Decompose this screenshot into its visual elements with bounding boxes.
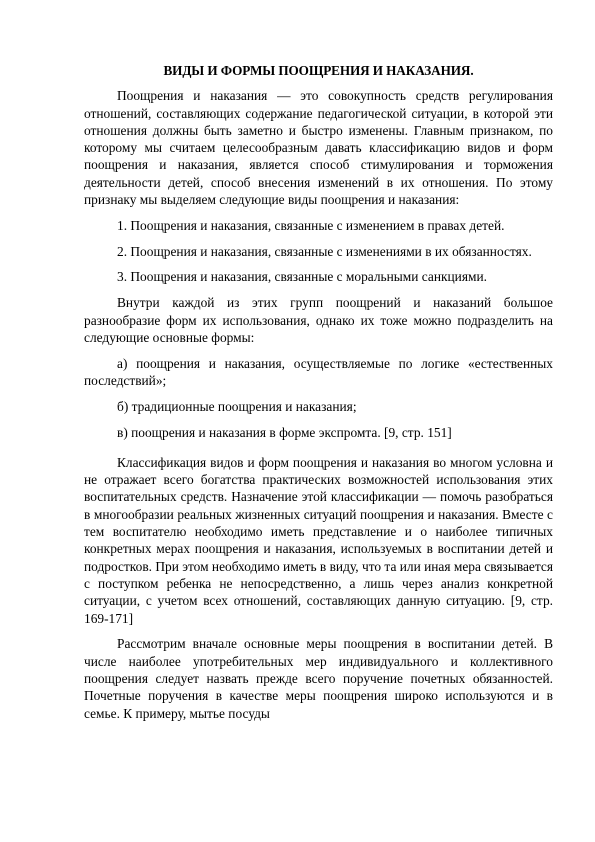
document-title: ВИДЫ И ФОРМЫ ПООЩРЕНИЯ И НАКАЗАНИЯ.	[163, 63, 474, 78]
list-item-duties: 2. Поощрения и наказания, связанные с изменениями в их обязанностях.	[117, 243, 532, 259]
paragraph-encouragement: Рассмотрим вначале основные меры поощрения в воспитании детей. В числе наиболее употребительных мер индивидуального и коллективного поощрения следует назвать прежде всего поручение почетных обязанностей. Почетные поручения в качестве меры поощрения широко используются и в семье. К примеру, мытье посуды	[84, 636, 553, 721]
list-item-natural-consequences: а) поощрения и наказания, осуществляемые по логике «естественных последствий»;	[84, 355, 553, 388]
paragraph-forms: Внутри каждой из этих групп поощрений и наказаний большое разнообразие форм их использования, однако их тоже можно подразделить на следующие основные формы:	[84, 295, 553, 345]
list-item-traditional: б) традиционные поощрения и наказания;	[117, 398, 357, 414]
paragraph-classification: Классификация видов и форм поощрения и наказания во многом условна и не отражает всего богатства практических возможностей использования этих воспитательных средств. Назначение этой классификации — помочь разобраться в многообразии реальных жизненных ситуаций поощрения и наказания. Вместе с тем воспитателю необходимо иметь представление и о наиболее типичных конкретных мерах поощрения и наказания, используемых в воспитании детей и подростков. При этом необходимо иметь в виду, что та или иная мера связывается с поступком ребенка не непосредственно, а лишь через анализ конкретной ситуации, с учетом всех отношений, составляющих данную ситуацию. [9, стр. 169-171]	[84, 454, 553, 626]
document-body	[84, 62, 553, 730]
list-item-rights: 1. Поощрения и наказания, связанные с изменением в правах детей.	[117, 217, 505, 233]
list-item-moral: 3. Поощрения и наказания, связанные с моральными санкциями.	[117, 269, 487, 285]
paragraph-intro: Поощрения и наказания — это совокупность средств регулирования отношений, составляющих содержание педагогической ситуации, в которой эти отношения должны быть заметно и быстро изменены. Главным признаком, по которому мы считаем целесообразным давать классификацию видов и форм поощрения и наказания, является способ стимулирования и торможения деятельности детей, способ внесения изменений в их отношения. По этому признаку мы выделяем следующие виды поощрения и наказания:	[84, 88, 553, 208]
list-item-impromptu: в) поощрения и наказания в форме экспромта. [9, стр. 151]	[117, 424, 452, 440]
